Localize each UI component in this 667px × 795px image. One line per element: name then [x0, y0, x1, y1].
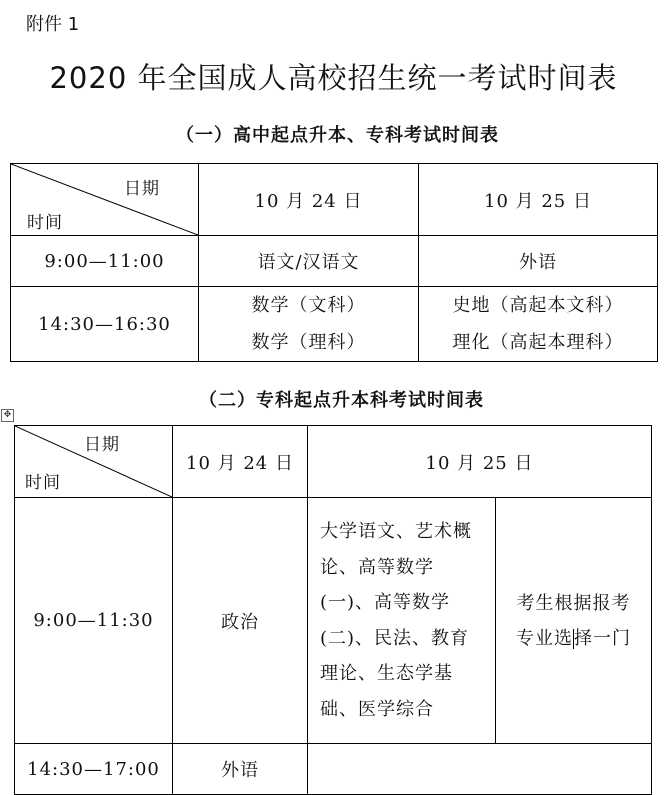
day2-header: 10 月 25 日 [308, 426, 652, 498]
day1-header: 10 月 24 日 [173, 426, 308, 498]
day1-header: 10 月 24 日 [199, 164, 419, 236]
subject-cell [199, 287, 419, 362]
note-cell [496, 498, 652, 744]
time-cell: 9:00—11:30 [15, 498, 173, 744]
document-title: 2020 年全国成人高校招生统一考试时间表 [49, 61, 618, 95]
subject-cell: 政治 [173, 498, 308, 744]
time-label: 时间 [25, 473, 61, 493]
subject-line: 理化（高起本理科） [452, 332, 624, 353]
table-row [11, 236, 658, 287]
table-row [11, 287, 658, 362]
day2-header: 10 月 25 日 [419, 164, 658, 236]
attachment-label: 附件 1 [26, 14, 80, 35]
time-cell: 9:00—11:00 [11, 236, 199, 287]
subject-line: (一)、高等数学 [320, 592, 451, 613]
section2-heading: （二）专科起点升本科考试时间表 [199, 390, 484, 411]
diagonal-header-cell [15, 426, 173, 498]
subject-line: 础、医学综合 [320, 698, 434, 720]
subject-cell: 外语 [419, 236, 658, 287]
table-row [15, 744, 652, 795]
table-move-icon[interactable]: ✥ [1, 409, 14, 422]
subject-line: (二)、民法、教育 [320, 627, 470, 649]
subject-cell [308, 744, 652, 795]
section1-heading: （一）高中起点升本、专科考试时间表 [176, 125, 499, 146]
subject-list-cell [308, 498, 496, 744]
subject-line: 论、高等数学 [320, 556, 434, 578]
subject-cell: 外语 [173, 744, 308, 795]
subject-cell: 语文/汉语文 [199, 236, 419, 287]
note-line [496, 621, 651, 656]
date-label: 日期 [84, 435, 120, 455]
subject-line: 数学（理科） [251, 332, 366, 353]
time-cell: 14:30—17:00 [15, 744, 173, 795]
subject-line: 大学语文、艺术概 [320, 521, 472, 542]
time-label: 时间 [27, 213, 63, 233]
time-cell: 14:30—16:30 [11, 287, 199, 362]
note-line: 考生根据报考 [516, 592, 631, 614]
note-text: 择一门 [574, 627, 631, 649]
schedule-table-2 [14, 425, 652, 795]
table-row [15, 498, 652, 744]
date-label: 日期 [124, 179, 160, 199]
subject-line: 数学（文科） [251, 295, 366, 316]
note-text: 专业选 [516, 627, 573, 649]
schedule-table-1 [10, 163, 658, 362]
subject-line: 理论、生态学基 [320, 663, 453, 684]
subject-cell [419, 287, 658, 362]
subject-line: 史地（高起本文科） [452, 295, 624, 316]
diagonal-header-cell [11, 164, 199, 236]
